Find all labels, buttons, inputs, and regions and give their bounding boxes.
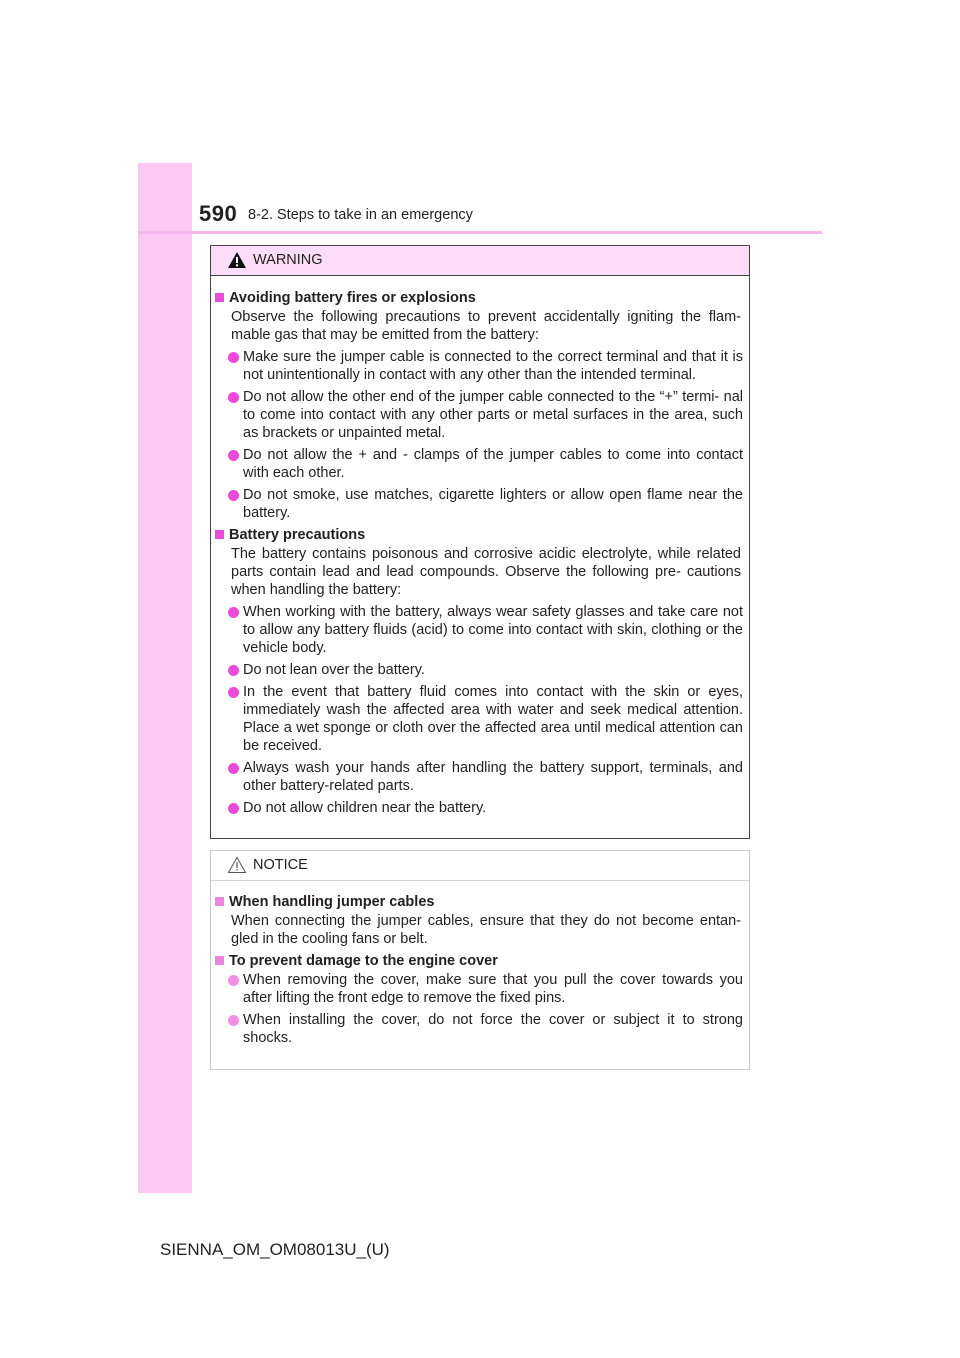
list-item: When installing the cover, do not force the cover or subject it to strong shocks. — [211, 1011, 749, 1047]
list-item: Do not lean over the battery. — [211, 661, 749, 679]
page-number: 590 — [199, 201, 238, 226]
notice-header — [211, 851, 749, 881]
square-bullet-icon — [215, 293, 224, 302]
list-item: Do not allow the + and - clamps of the jumper cables to come into contact with each other. — [211, 446, 749, 482]
section-heading: Avoiding battery fires or explosions — [211, 289, 749, 307]
section-intro: Observe the following precautions to prevent accidentally igniting the flam- mable gas that may be emitted from the battery: — [231, 309, 741, 343]
warning-header — [211, 246, 749, 276]
document-footer: SIENNA_OM_OM08013U_(U) — [160, 1240, 390, 1259]
circle-bullet-icon — [228, 392, 239, 403]
caution-triangle-icon — [227, 856, 247, 874]
section-title: 8-2. Steps to take in an emergency — [248, 207, 473, 223]
notice-box — [210, 850, 750, 1070]
list-item: In the event that battery fluid comes into contact with the skin or eyes, immediately wash the affected area with water and seek medical attention. Place a wet sponge or cloth over the affected area until medical attention can be received. — [211, 683, 749, 755]
circle-bullet-icon — [228, 975, 239, 986]
square-bullet-icon — [215, 897, 224, 906]
notice-content — [211, 893, 749, 1051]
square-bullet-icon — [215, 956, 224, 965]
circle-bullet-icon — [228, 450, 239, 461]
list-item: When working with the battery, always wear safety glasses and take care not to allow any battery fluids (acid) to come into contact with skin, clothing or the vehicle body. — [211, 603, 749, 657]
list-item: Always wash your hands after handling the battery support, terminals, and other battery-related parts. — [211, 759, 749, 795]
circle-bullet-icon — [228, 1015, 239, 1026]
list-item: Do not allow children near the battery. — [211, 799, 749, 817]
side-index-tab — [138, 163, 192, 1193]
circle-bullet-icon — [228, 490, 239, 501]
list-item: When removing the cover, make sure that you pull the cover towards you after lifting the front edge to remove the fixed pins. — [211, 971, 749, 1007]
section-intro: When connecting the jumper cables, ensure that they do not become entan- gled in the cooling fans or belt. — [231, 913, 741, 947]
list-item: Do not allow the other end of the jumper cable connected to the “+” termi- nal to come into contact with any other parts or metal surfaces in the area, such as brackets or unpainted metal. — [211, 388, 749, 442]
section-intro: The battery contains poisonous and corrosive acidic electrolyte, while related parts contain lead and lead compounds. Observe the following pre- cautions when handling the battery: — [231, 546, 741, 598]
list-item: Do not smoke, use matches, cigarette lighters or allow open flame near the battery. — [211, 486, 749, 522]
circle-bullet-icon — [228, 607, 239, 618]
circle-bullet-icon — [228, 687, 239, 698]
circle-bullet-icon — [228, 665, 239, 676]
notice-label: NOTICE — [253, 857, 308, 873]
list-item: Make sure the jumper cable is connected to the correct terminal and that it is not unintentionally in contact with any other than the intended terminal. — [211, 348, 749, 384]
section-heading: Battery precautions — [211, 526, 749, 544]
circle-bullet-icon — [228, 352, 239, 363]
warning-label: WARNING — [253, 252, 323, 268]
circle-bullet-icon — [228, 803, 239, 814]
circle-bullet-icon — [228, 763, 239, 774]
warning-triangle-icon — [227, 251, 247, 269]
header-rule — [138, 231, 822, 234]
warning-box — [210, 245, 750, 839]
section-heading: When handling jumper cables — [211, 893, 749, 911]
square-bullet-icon — [215, 530, 224, 539]
warning-content — [211, 289, 749, 821]
section-heading: To prevent damage to the engine cover — [211, 952, 749, 970]
